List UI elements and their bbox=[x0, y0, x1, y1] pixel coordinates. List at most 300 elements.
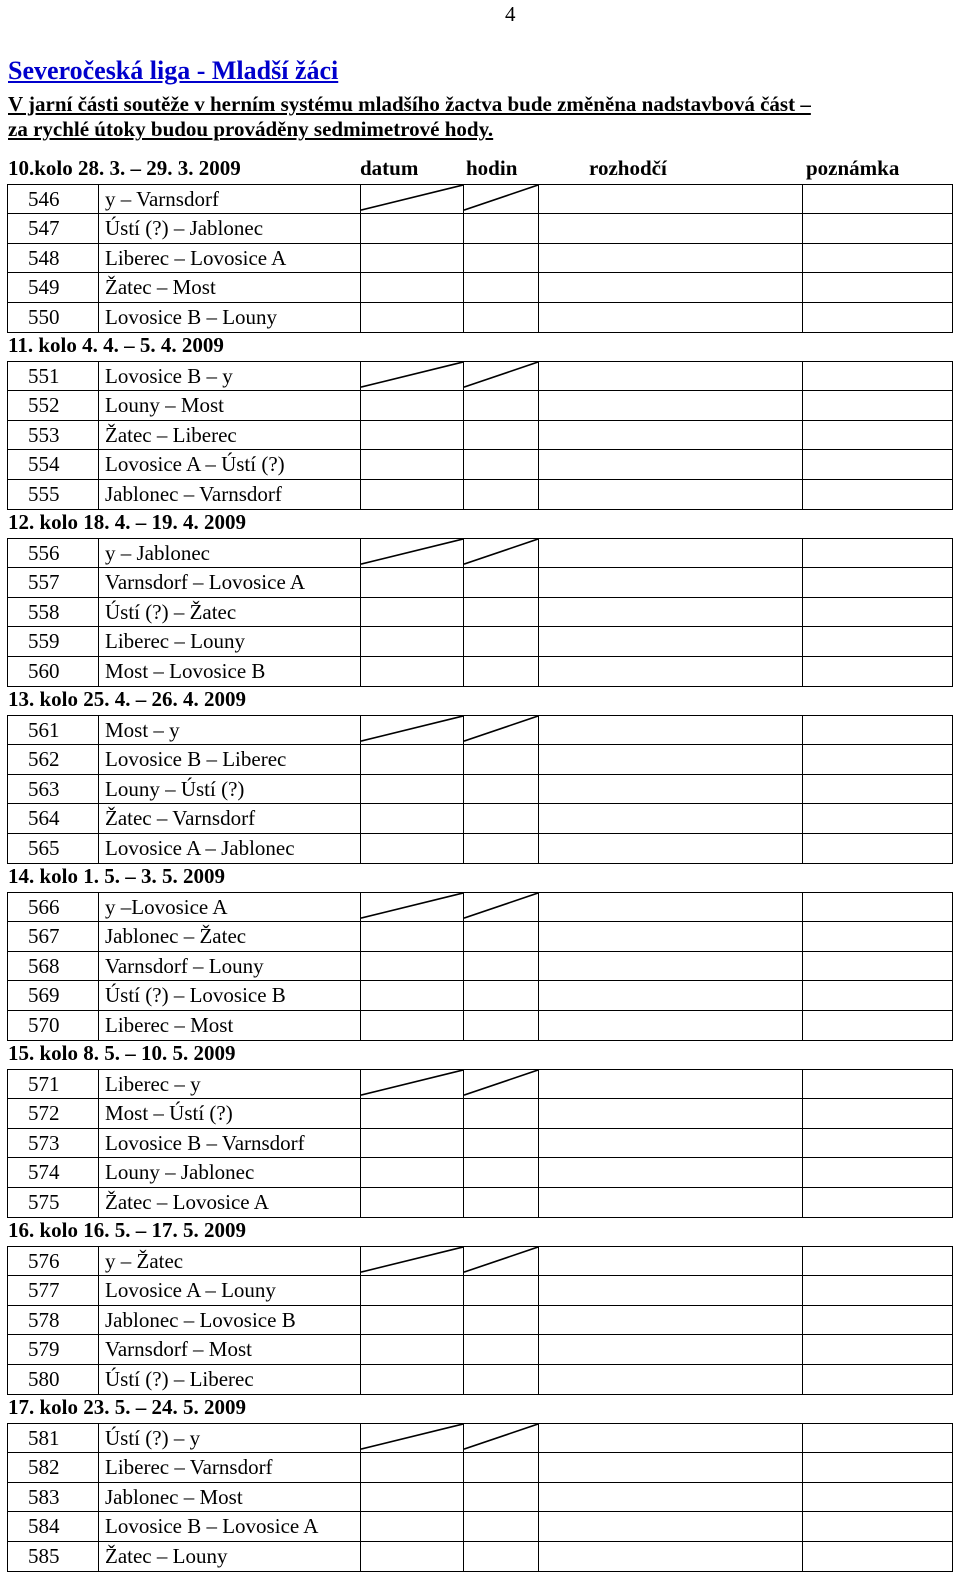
datum-cell bbox=[360, 1452, 463, 1482]
match-number: 570 bbox=[7, 1010, 98, 1041]
rozhodci-cell bbox=[538, 626, 802, 656]
match-number: 558 bbox=[7, 597, 98, 627]
match-row bbox=[7, 715, 947, 745]
match-number: 548 bbox=[7, 243, 98, 273]
match-row bbox=[7, 1010, 947, 1040]
datum-cell bbox=[360, 1511, 463, 1541]
datum-cell bbox=[360, 1246, 463, 1276]
rozhodci-cell bbox=[538, 1334, 802, 1364]
match-row bbox=[7, 980, 947, 1010]
match-teams: Jablonec – Varnsdorf bbox=[98, 479, 360, 510]
hodin-cell bbox=[463, 626, 538, 656]
match-teams: Ústí (?) – Jablonec bbox=[98, 213, 360, 243]
datum-cell bbox=[360, 892, 463, 922]
round-header: 12. kolo 18. 4. – 19. 4. 2009 bbox=[8, 510, 247, 534]
poznamka-cell bbox=[802, 744, 953, 774]
rozhodci-cell bbox=[538, 361, 802, 391]
match-number: 564 bbox=[7, 803, 98, 833]
hodin-cell bbox=[463, 1364, 538, 1395]
hodin-cell bbox=[463, 980, 538, 1010]
hodin-cell bbox=[463, 803, 538, 833]
hodin-cell bbox=[463, 1482, 538, 1512]
match-number: 583 bbox=[7, 1482, 98, 1512]
poznamka-cell bbox=[802, 1482, 953, 1512]
datum-cell bbox=[360, 302, 463, 333]
poznamka-cell bbox=[802, 361, 953, 391]
hodin-cell bbox=[463, 1423, 538, 1453]
match-teams: Ústí (?) – Žatec bbox=[98, 597, 360, 627]
poznamka-cell bbox=[802, 1541, 953, 1572]
match-number: 547 bbox=[7, 213, 98, 243]
match-number: 559 bbox=[7, 626, 98, 656]
hodin-cell bbox=[463, 361, 538, 391]
poznamka-cell bbox=[802, 1246, 953, 1276]
rozhodci-cell bbox=[538, 1246, 802, 1276]
datum-cell bbox=[360, 744, 463, 774]
hodin-cell bbox=[463, 184, 538, 214]
match-row bbox=[7, 1246, 947, 1276]
strike-line bbox=[361, 185, 463, 214]
datum-cell bbox=[360, 803, 463, 833]
rozhodci-cell bbox=[538, 449, 802, 479]
rozhodci-cell bbox=[538, 892, 802, 922]
match-number: 584 bbox=[7, 1511, 98, 1541]
match-teams: Ústí (?) – y bbox=[98, 1423, 360, 1453]
hodin-cell bbox=[463, 302, 538, 333]
column-header-rozhodci: rozhodčí bbox=[589, 156, 667, 180]
column-header-poznamka: poznámka bbox=[806, 156, 900, 180]
datum-cell bbox=[360, 1364, 463, 1395]
rozhodci-cell bbox=[538, 597, 802, 627]
rozhodci-cell bbox=[538, 833, 802, 864]
match-teams: Most – y bbox=[98, 715, 360, 745]
match-row bbox=[7, 744, 947, 774]
hodin-cell bbox=[463, 479, 538, 510]
match-row bbox=[7, 420, 947, 450]
poznamka-cell bbox=[802, 449, 953, 479]
hodin-cell bbox=[463, 1069, 538, 1099]
match-number: 552 bbox=[7, 390, 98, 420]
rozhodci-cell bbox=[538, 1541, 802, 1572]
hodin-cell bbox=[463, 951, 538, 981]
match-row bbox=[7, 538, 947, 568]
rozhodci-cell bbox=[538, 1482, 802, 1512]
match-teams: Žatec – Liberec bbox=[98, 420, 360, 450]
datum-cell bbox=[360, 390, 463, 420]
match-number: 579 bbox=[7, 1334, 98, 1364]
match-number: 569 bbox=[7, 980, 98, 1010]
round-header: 14. kolo 1. 5. – 3. 5. 2009 bbox=[8, 864, 226, 888]
match-teams: Žatec – Varnsdorf bbox=[98, 803, 360, 833]
match-number: 560 bbox=[7, 656, 98, 687]
hodin-cell bbox=[463, 774, 538, 804]
match-teams: Louny – Ústí (?) bbox=[98, 774, 360, 804]
poznamka-cell bbox=[802, 1187, 953, 1218]
match-teams: Most – Lovosice B bbox=[98, 656, 360, 687]
match-number: 549 bbox=[7, 272, 98, 302]
datum-cell bbox=[360, 833, 463, 864]
match-teams: Liberec – Lovosice A bbox=[98, 243, 360, 273]
match-row bbox=[7, 1511, 947, 1541]
rozhodci-cell bbox=[538, 1069, 802, 1099]
match-teams: y – Jablonec bbox=[98, 538, 360, 568]
match-number: 557 bbox=[7, 567, 98, 597]
hodin-cell bbox=[463, 390, 538, 420]
page-number: 4 bbox=[505, 2, 516, 26]
match-teams: Varnsdorf – Louny bbox=[98, 951, 360, 981]
match-teams: Liberec – Louny bbox=[98, 626, 360, 656]
match-number: 553 bbox=[7, 420, 98, 450]
datum-cell bbox=[360, 184, 463, 214]
datum-cell bbox=[360, 1275, 463, 1305]
poznamka-cell bbox=[802, 626, 953, 656]
hodin-cell bbox=[463, 1128, 538, 1158]
match-row bbox=[7, 243, 947, 273]
poznamka-cell bbox=[802, 243, 953, 273]
datum-cell bbox=[360, 1187, 463, 1218]
hodin-cell bbox=[463, 1246, 538, 1276]
match-row bbox=[7, 1157, 947, 1187]
match-row bbox=[7, 213, 947, 243]
match-number: 565 bbox=[7, 833, 98, 864]
match-row bbox=[7, 892, 947, 922]
match-number: 574 bbox=[7, 1157, 98, 1187]
strike-line bbox=[464, 893, 538, 922]
notice-line: za rychlé útoky budou prováděny sedmimetrové hody. bbox=[8, 117, 494, 141]
match-row bbox=[7, 774, 947, 804]
rozhodci-cell bbox=[538, 213, 802, 243]
datum-cell bbox=[360, 1541, 463, 1572]
match-teams: Louny – Most bbox=[98, 390, 360, 420]
match-teams: Žatec – Louny bbox=[98, 1541, 360, 1572]
match-teams: Jablonec – Most bbox=[98, 1482, 360, 1512]
datum-cell bbox=[360, 272, 463, 302]
hodin-cell bbox=[463, 1305, 538, 1335]
poznamka-cell bbox=[802, 302, 953, 333]
poznamka-cell bbox=[802, 597, 953, 627]
datum-cell bbox=[360, 1157, 463, 1187]
datum-cell bbox=[360, 1098, 463, 1128]
rozhodci-cell bbox=[538, 921, 802, 951]
match-number: 568 bbox=[7, 951, 98, 981]
rozhodci-cell bbox=[538, 656, 802, 687]
match-number: 551 bbox=[7, 361, 98, 391]
poznamka-cell bbox=[802, 420, 953, 450]
match-teams: Ústí (?) – Lovosice B bbox=[98, 980, 360, 1010]
datum-cell bbox=[360, 597, 463, 627]
match-teams: Liberec – Varnsdorf bbox=[98, 1452, 360, 1482]
match-teams: Žatec – Lovosice A bbox=[98, 1187, 360, 1218]
match-teams: Varnsdorf – Lovosice A bbox=[98, 567, 360, 597]
datum-cell bbox=[360, 1334, 463, 1364]
poznamka-cell bbox=[802, 892, 953, 922]
match-number: 555 bbox=[7, 479, 98, 510]
poznamka-cell bbox=[802, 1334, 953, 1364]
match-row bbox=[7, 1305, 947, 1335]
match-number: 577 bbox=[7, 1275, 98, 1305]
datum-cell bbox=[360, 567, 463, 597]
match-row bbox=[7, 597, 947, 627]
rozhodci-cell bbox=[538, 1511, 802, 1541]
rozhodci-cell bbox=[538, 390, 802, 420]
match-number: 563 bbox=[7, 774, 98, 804]
hodin-cell bbox=[463, 1334, 538, 1364]
strike-line bbox=[464, 539, 538, 568]
strike-line bbox=[464, 1070, 538, 1099]
rozhodci-cell bbox=[538, 1275, 802, 1305]
match-teams: Varnsdorf – Most bbox=[98, 1334, 360, 1364]
rozhodci-cell bbox=[538, 479, 802, 510]
poznamka-cell bbox=[802, 1275, 953, 1305]
datum-cell bbox=[360, 361, 463, 391]
match-row bbox=[7, 479, 947, 509]
strike-line bbox=[361, 362, 463, 391]
datum-cell bbox=[360, 1305, 463, 1335]
match-teams: y – Žatec bbox=[98, 1246, 360, 1276]
round-header: 15. kolo 8. 5. – 10. 5. 2009 bbox=[8, 1041, 236, 1065]
rozhodci-cell bbox=[538, 567, 802, 597]
poznamka-cell bbox=[802, 1010, 953, 1041]
match-teams: Lovosice B – Varnsdorf bbox=[98, 1128, 360, 1158]
rozhodci-cell bbox=[538, 1452, 802, 1482]
match-teams: Most – Ústí (?) bbox=[98, 1098, 360, 1128]
rozhodci-cell bbox=[538, 1098, 802, 1128]
hodin-cell bbox=[463, 1010, 538, 1041]
match-number: 567 bbox=[7, 921, 98, 951]
match-row bbox=[7, 833, 947, 863]
match-number: 582 bbox=[7, 1452, 98, 1482]
rozhodci-cell bbox=[538, 951, 802, 981]
notice-line: V jarní části soutěže v herním systému mladšího žactva bude změněna nadstavbová část – bbox=[8, 92, 811, 116]
match-teams: Lovosice B – Liberec bbox=[98, 744, 360, 774]
datum-cell bbox=[360, 1423, 463, 1453]
match-number: 561 bbox=[7, 715, 98, 745]
datum-cell bbox=[360, 1482, 463, 1512]
match-row bbox=[7, 302, 947, 332]
datum-cell bbox=[360, 449, 463, 479]
match-number: 546 bbox=[7, 184, 98, 214]
match-number: 578 bbox=[7, 1305, 98, 1335]
rozhodci-cell bbox=[538, 803, 802, 833]
poznamka-cell bbox=[802, 538, 953, 568]
strike-line bbox=[361, 1424, 463, 1453]
datum-cell bbox=[360, 479, 463, 510]
rozhodci-cell bbox=[538, 1305, 802, 1335]
notice-text bbox=[8, 92, 952, 142]
match-row bbox=[7, 1423, 947, 1453]
round-header: 17. kolo 23. 5. – 24. 5. 2009 bbox=[8, 1395, 247, 1419]
rozhodci-cell bbox=[538, 1010, 802, 1041]
hodin-cell bbox=[463, 1275, 538, 1305]
datum-cell bbox=[360, 626, 463, 656]
poznamka-cell bbox=[802, 774, 953, 804]
round-header: 16. kolo 16. 5. – 17. 5. 2009 bbox=[8, 1218, 247, 1242]
match-teams: Lovosice B – Lovosice A bbox=[98, 1511, 360, 1541]
poznamka-cell bbox=[802, 1511, 953, 1541]
hodin-cell bbox=[463, 213, 538, 243]
datum-cell bbox=[360, 1069, 463, 1099]
strike-line bbox=[361, 716, 463, 745]
match-row bbox=[7, 567, 947, 597]
match-number: 576 bbox=[7, 1246, 98, 1276]
match-teams: Lovosice A – Louny bbox=[98, 1275, 360, 1305]
datum-cell bbox=[360, 1010, 463, 1041]
match-teams: Lovosice A – Jablonec bbox=[98, 833, 360, 864]
poznamka-cell bbox=[802, 833, 953, 864]
match-number: 572 bbox=[7, 1098, 98, 1128]
match-number: 554 bbox=[7, 449, 98, 479]
match-row bbox=[7, 1098, 947, 1128]
hodin-cell bbox=[463, 449, 538, 479]
hodin-cell bbox=[463, 243, 538, 273]
match-teams: Louny – Jablonec bbox=[98, 1157, 360, 1187]
datum-cell bbox=[360, 213, 463, 243]
datum-cell bbox=[360, 980, 463, 1010]
poznamka-cell bbox=[802, 656, 953, 687]
match-number: 566 bbox=[7, 892, 98, 922]
strike-line bbox=[464, 185, 538, 214]
strike-line bbox=[361, 893, 463, 922]
match-row bbox=[7, 361, 947, 391]
match-row bbox=[7, 272, 947, 302]
match-number: 562 bbox=[7, 744, 98, 774]
rozhodci-cell bbox=[538, 538, 802, 568]
strike-line bbox=[464, 716, 538, 745]
round-header: 11. kolo 4. 4. – 5. 4. 2009 bbox=[8, 333, 224, 357]
match-row bbox=[7, 1482, 947, 1512]
match-row bbox=[7, 1275, 947, 1305]
poznamka-cell bbox=[802, 1098, 953, 1128]
hodin-cell bbox=[463, 1187, 538, 1218]
poznamka-cell bbox=[802, 1423, 953, 1453]
poznamka-cell bbox=[802, 951, 953, 981]
datum-cell bbox=[360, 951, 463, 981]
datum-cell bbox=[360, 921, 463, 951]
match-teams: y –Lovosice A bbox=[98, 892, 360, 922]
match-row bbox=[7, 1541, 947, 1571]
hodin-cell bbox=[463, 420, 538, 450]
match-number: 571 bbox=[7, 1069, 98, 1099]
match-number: 580 bbox=[7, 1364, 98, 1395]
match-teams: Lovosice B – y bbox=[98, 361, 360, 391]
match-row bbox=[7, 1452, 947, 1482]
poznamka-cell bbox=[802, 272, 953, 302]
match-row bbox=[7, 921, 947, 951]
strike-line bbox=[361, 1070, 463, 1099]
hodin-cell bbox=[463, 1157, 538, 1187]
hodin-cell bbox=[463, 833, 538, 864]
match-teams: Jablonec – Lovosice B bbox=[98, 1305, 360, 1335]
match-row bbox=[7, 1334, 947, 1364]
match-row bbox=[7, 1187, 947, 1217]
datum-cell bbox=[360, 1128, 463, 1158]
datum-cell bbox=[360, 420, 463, 450]
match-row bbox=[7, 1364, 947, 1394]
column-header-datum: datum bbox=[360, 156, 419, 180]
hodin-cell bbox=[463, 1541, 538, 1572]
rozhodci-cell bbox=[538, 715, 802, 745]
match-row bbox=[7, 951, 947, 981]
poznamka-cell bbox=[802, 1364, 953, 1395]
page-title: Severočeská liga - Mladší žáci bbox=[8, 56, 339, 85]
match-teams: Lovosice B – Louny bbox=[98, 302, 360, 333]
match-row bbox=[7, 656, 947, 686]
match-teams: Lovosice A – Ústí (?) bbox=[98, 449, 360, 479]
rozhodci-cell bbox=[538, 243, 802, 273]
hodin-cell bbox=[463, 567, 538, 597]
poznamka-cell bbox=[802, 479, 953, 510]
match-teams: y – Varnsdorf bbox=[98, 184, 360, 214]
match-teams: Liberec – Most bbox=[98, 1010, 360, 1041]
column-header-hodin: hodin bbox=[466, 156, 518, 180]
strike-line bbox=[361, 539, 463, 568]
rozhodci-cell bbox=[538, 184, 802, 214]
poznamka-cell bbox=[802, 1069, 953, 1099]
strike-line bbox=[464, 1424, 538, 1453]
rozhodci-cell bbox=[538, 302, 802, 333]
match-row bbox=[7, 390, 947, 420]
match-teams: Liberec – y bbox=[98, 1069, 360, 1099]
poznamka-cell bbox=[802, 1305, 953, 1335]
poznamka-cell bbox=[802, 567, 953, 597]
hodin-cell bbox=[463, 597, 538, 627]
match-teams: Ústí (?) – Liberec bbox=[98, 1364, 360, 1395]
rozhodci-cell bbox=[538, 420, 802, 450]
hodin-cell bbox=[463, 272, 538, 302]
match-number: 581 bbox=[7, 1423, 98, 1453]
strike-line bbox=[464, 362, 538, 391]
datum-cell bbox=[360, 243, 463, 273]
match-number: 573 bbox=[7, 1128, 98, 1158]
poznamka-cell bbox=[802, 715, 953, 745]
poznamka-cell bbox=[802, 184, 953, 214]
poznamka-cell bbox=[802, 1157, 953, 1187]
poznamka-cell bbox=[802, 213, 953, 243]
match-row bbox=[7, 449, 947, 479]
strike-line bbox=[361, 1247, 463, 1276]
match-number: 556 bbox=[7, 538, 98, 568]
match-number: 575 bbox=[7, 1187, 98, 1218]
round-header: 13. kolo 25. 4. – 26. 4. 2009 bbox=[8, 687, 247, 711]
hodin-cell bbox=[463, 1511, 538, 1541]
rozhodci-cell bbox=[538, 1128, 802, 1158]
match-row bbox=[7, 1128, 947, 1158]
datum-cell bbox=[360, 656, 463, 687]
rozhodci-cell bbox=[538, 744, 802, 774]
hodin-cell bbox=[463, 715, 538, 745]
datum-cell bbox=[360, 538, 463, 568]
rozhodci-cell bbox=[538, 1157, 802, 1187]
match-number: 585 bbox=[7, 1541, 98, 1572]
rozhodci-cell bbox=[538, 1423, 802, 1453]
poznamka-cell bbox=[802, 390, 953, 420]
poznamka-cell bbox=[802, 1452, 953, 1482]
match-teams: Jablonec – Žatec bbox=[98, 921, 360, 951]
poznamka-cell bbox=[802, 980, 953, 1010]
hodin-cell bbox=[463, 538, 538, 568]
match-row bbox=[7, 184, 947, 214]
datum-cell bbox=[360, 715, 463, 745]
rozhodci-cell bbox=[538, 1364, 802, 1395]
datum-cell bbox=[360, 774, 463, 804]
poznamka-cell bbox=[802, 921, 953, 951]
match-row bbox=[7, 803, 947, 833]
match-row bbox=[7, 626, 947, 656]
hodin-cell bbox=[463, 1452, 538, 1482]
poznamka-cell bbox=[802, 803, 953, 833]
strike-line bbox=[464, 1247, 538, 1276]
rozhodci-cell bbox=[538, 1187, 802, 1218]
